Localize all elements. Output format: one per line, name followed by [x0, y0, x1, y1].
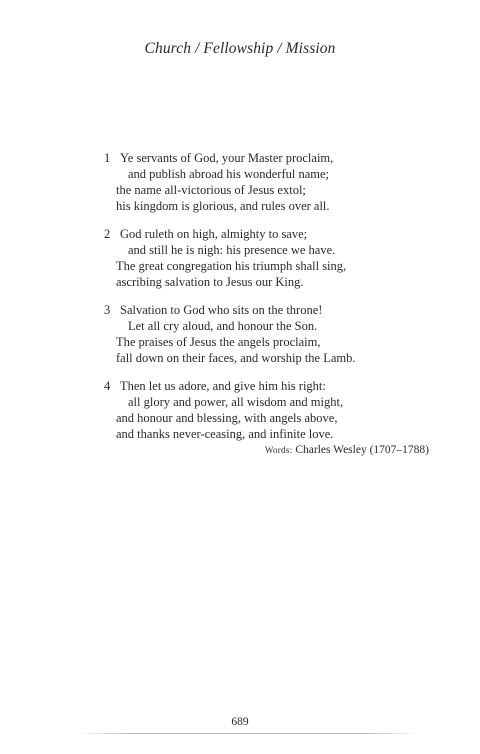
credit-label: Words:	[264, 445, 293, 455]
verse-number: 1	[104, 151, 111, 165]
verse-line: all glory and power, all wisdom and might,	[128, 395, 344, 409]
verse-number: 2	[104, 227, 111, 241]
verse-line: and still he is nigh: his presence we have.	[128, 243, 336, 257]
verse-line: God ruleth on high, almighty to save;	[120, 227, 308, 241]
words-credit	[265, 444, 429, 456]
verse-number: 4	[104, 379, 111, 393]
page-number: 689	[231, 716, 249, 728]
verse-line: Ye servants of God, your Master proclaim,	[120, 151, 334, 165]
verse	[104, 302, 444, 366]
verse	[104, 226, 444, 290]
hymn-verses	[104, 150, 444, 454]
verse-line: and thanks never-ceasing, and infinite love.	[116, 427, 334, 441]
verse-line: The great congregation his triumph shall sing,	[116, 259, 347, 273]
footer-rule	[76, 733, 420, 734]
verse-line: ascribing salvation to Jesus our King.	[116, 275, 304, 289]
verse-line: Let all cry aloud, and honour the Son.	[128, 319, 318, 333]
section-title: Church / Fellowship / Mission	[144, 40, 336, 57]
verse-number: 3	[104, 303, 111, 317]
verse-line: fall down on their faces, and worship the Lamb.	[116, 351, 356, 365]
verse-line: his kingdom is glorious, and rules over all.	[116, 199, 330, 213]
verse-line: The praises of Jesus the angels proclaim,	[116, 335, 321, 349]
verse	[104, 378, 444, 442]
verse-line: and publish abroad his wonderful name;	[128, 167, 329, 181]
verse-line: the name all-victorious of Jesus extol;	[116, 183, 306, 197]
verse-line: Salvation to God who sits on the throne!	[120, 303, 323, 317]
verse-line: Then let us adore, and give him his right:	[120, 379, 326, 393]
verse	[104, 150, 444, 214]
credit-author: Charles Wesley (1707–1788)	[295, 444, 429, 456]
verse-line: and honour and blessing, with angels above,	[116, 411, 338, 425]
